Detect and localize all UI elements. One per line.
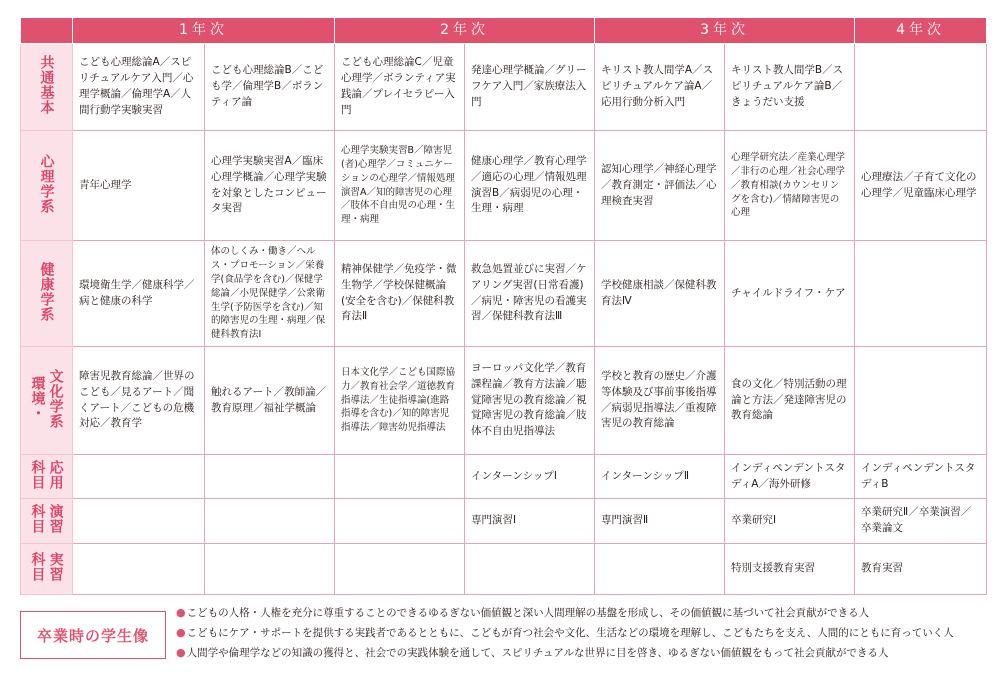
row-psychology <box>21 131 987 241</box>
cell-applied-2 <box>205 455 335 499</box>
cell-applied-5: インターンシップⅡ <box>595 455 725 499</box>
cell-health-6: チャイルドライフ・ケア <box>725 241 855 347</box>
cell-common-4: 発達心理学概論／グリーフケア入門／家族療法入門 <box>465 43 595 130</box>
cell-culture-7 <box>855 347 987 455</box>
cell-applied-7: インディペンデントスタディB <box>855 455 987 499</box>
cell-applied-1 <box>73 455 205 499</box>
curriculum-table <box>20 17 987 595</box>
cell-culture-5: 学校と教育の歴史／介護等体験及び事前事後指導／病弱児指導法／重複障害児の教育総論 <box>595 347 725 455</box>
cell-applied-6: インディペンデントスタディA／海外研修 <box>725 455 855 499</box>
graduate-profile-list <box>176 603 986 663</box>
cell-common-6: キリスト教人間学B／スピリチュアルケア論B／きょうだい支援 <box>725 43 855 130</box>
row-common-basics <box>21 43 987 130</box>
row-applied-subjects <box>21 455 987 499</box>
row-culture-environment <box>21 347 987 455</box>
year-4-header: 4年次 <box>855 18 987 44</box>
cell-health-5: 学校健康相談／保健科教育法Ⅳ <box>595 241 725 347</box>
cell-culture-2: 触れるアート／教師論／教育原理／福祉学概論 <box>205 347 335 455</box>
cell-common-3: こども心理総論C／児童心理学／ボランティア実践論／プレイセラピー入門 <box>335 43 465 130</box>
list-item <box>176 623 986 643</box>
cell-health-4: 救急処置並びに実習／ケアリング実習(日常看護)／病児・障害児の看護実習／保健科教育法Ⅲ <box>465 241 595 347</box>
category-practice-subjects: 実習 科目 <box>21 543 73 594</box>
cell-health-7 <box>855 241 987 347</box>
cell-common-5: キリスト教人間学A／スピリチュアルケア論A／応用行動分析入門 <box>595 43 725 130</box>
category-health: 健康学系 <box>21 241 73 347</box>
cell-culture-3: 日本文化学／こども国際協力／教育社会学／道徳教育指導法／生徒指導論(進路指導を含む)／知的障害児指導法／障害幼児指導法 <box>335 347 465 455</box>
cell-seminar-4: 専門演習Ⅰ <box>465 499 595 543</box>
cell-psych-7: 心理療法／子育て文化の心理学／児童臨床心理学 <box>855 131 987 241</box>
year-3-header: 3年次 <box>595 18 855 44</box>
cell-culture-4: ヨーロッパ文化学／教育課程論／教育方法論／聴覚障害児の教育総論／視覚障害児の教育総論／肢体不自由児指導法 <box>465 347 595 455</box>
bullet-icon: ● <box>176 606 186 619</box>
cell-health-3: 精神保健学／免疫学・微生物学／学校保健概論(安全を含む)／保健科教育法Ⅱ <box>335 241 465 347</box>
cell-psych-1: 青年心理学 <box>73 131 205 241</box>
cell-practice-1 <box>73 543 205 594</box>
cell-psych-4: 健康心理学／教育心理学／適応の心理／情報処理演習B／病弱児の心理・生理・病理 <box>465 131 595 241</box>
cell-culture-6: 食の文化／特別活動の理論と方法／発達障害児の教育総論 <box>725 347 855 455</box>
profile-item-text: こどもの人格・人権を充分に尊重することのできるゆるぎない価値観と深い人間理解の基盤を形成し、その価値観に基づいて社会貢献ができる人 <box>186 607 870 619</box>
cell-common-7 <box>855 43 987 130</box>
profile-item-text: 人間学や倫理学などの知識の獲得と、社会での実践体験を通して、スピリチュアルな世界に目を啓き、ゆるぎない価値観をもって社会貢献ができる人 <box>186 647 889 659</box>
category-common-basics: 共通基本 <box>21 43 73 130</box>
row-seminar-subjects <box>21 499 987 543</box>
category-seminar-subjects: 演習 科目 <box>21 499 73 543</box>
cell-health-1: 環境衛生学／健康科学／病と健康の科学 <box>73 241 205 347</box>
category-applied-subjects: 応用 科目 <box>21 455 73 499</box>
cell-seminar-7: 卒業研究Ⅱ／卒業演習／卒業論文 <box>855 499 987 543</box>
cell-psych-6: 心理学研究法／産業心理学／非行の心理／社会心理学／教育相談(カウンセリングを含む)／情緒障害児の心理 <box>725 131 855 241</box>
category-psychology: 心理学系 <box>21 131 73 241</box>
category-culture-environment: 文化学系 環境・ <box>21 347 73 455</box>
cell-practice-2 <box>205 543 335 594</box>
cell-psych-5: 認知心理学／神経心理学／教育測定・評価法／心理検査実習 <box>595 131 725 241</box>
cell-applied-3 <box>335 455 465 499</box>
year-2-header: 2年次 <box>335 18 595 44</box>
cell-applied-4: インターンシップⅠ <box>465 455 595 499</box>
cell-common-1: こども心理総論A／スピリチュアルケア入門／心理学概論／倫理学A／人間行動学実験実習 <box>73 43 205 130</box>
cell-health-2: 体のしくみ・働き／ヘルス・プロモーション／栄養学(食品学を含む)／保健学総論／小児保健学／公衆衛生学(予防医学を含む)／知的障害児の生理・病理／保健科教育法Ⅰ <box>205 241 335 347</box>
cell-seminar-3 <box>335 499 465 543</box>
cell-seminar-6: 卒業研究Ⅰ <box>725 499 855 543</box>
cell-practice-7: 教育実習 <box>855 543 987 594</box>
cell-seminar-5: 専門演習Ⅱ <box>595 499 725 543</box>
cell-psych-3: 心理学実験実習B／障害児(者)心理学／コミュニケーションの心理学／情報処理演習A／知的障害児の心理／肢体不自由児の心理・生理・病理 <box>335 131 465 241</box>
cell-practice-6: 特別支援教育実習 <box>725 543 855 594</box>
profile-item-text: こどもにケア・サポートを提供する実践者であるとともに、こどもが育つ社会や文化、生活などの環境を理解し、こどもたちを支え、人間的にともに育っていく人 <box>186 627 954 639</box>
cell-practice-5 <box>595 543 725 594</box>
list-item <box>176 643 986 663</box>
cell-seminar-1 <box>73 499 205 543</box>
cell-psych-2: 心理学実験実習A／臨床心理学概論／心理学実験を対象としたコンピュータ実習 <box>205 131 335 241</box>
bullet-icon: ● <box>176 626 186 639</box>
graduate-profile-title: 卒業時の学生像 <box>20 611 166 659</box>
cell-seminar-2 <box>205 499 335 543</box>
cell-common-2: こども心理総論B／こども学／倫理学B／ボランティア論 <box>205 43 335 130</box>
row-health <box>21 241 987 347</box>
bullet-icon: ● <box>176 646 186 659</box>
cell-practice-4 <box>465 543 595 594</box>
year-header-row <box>21 18 987 44</box>
row-practice-subjects <box>21 543 987 594</box>
cell-practice-3 <box>335 543 465 594</box>
graduate-profile-section <box>20 607 984 677</box>
year-1-header: 1年次 <box>73 18 335 44</box>
header-corner <box>21 18 73 44</box>
list-item <box>176 603 986 623</box>
cell-culture-1: 障害児教育総論／世界のこども／見るアート／聞くアート／こどもの危機対応／教育学 <box>73 347 205 455</box>
